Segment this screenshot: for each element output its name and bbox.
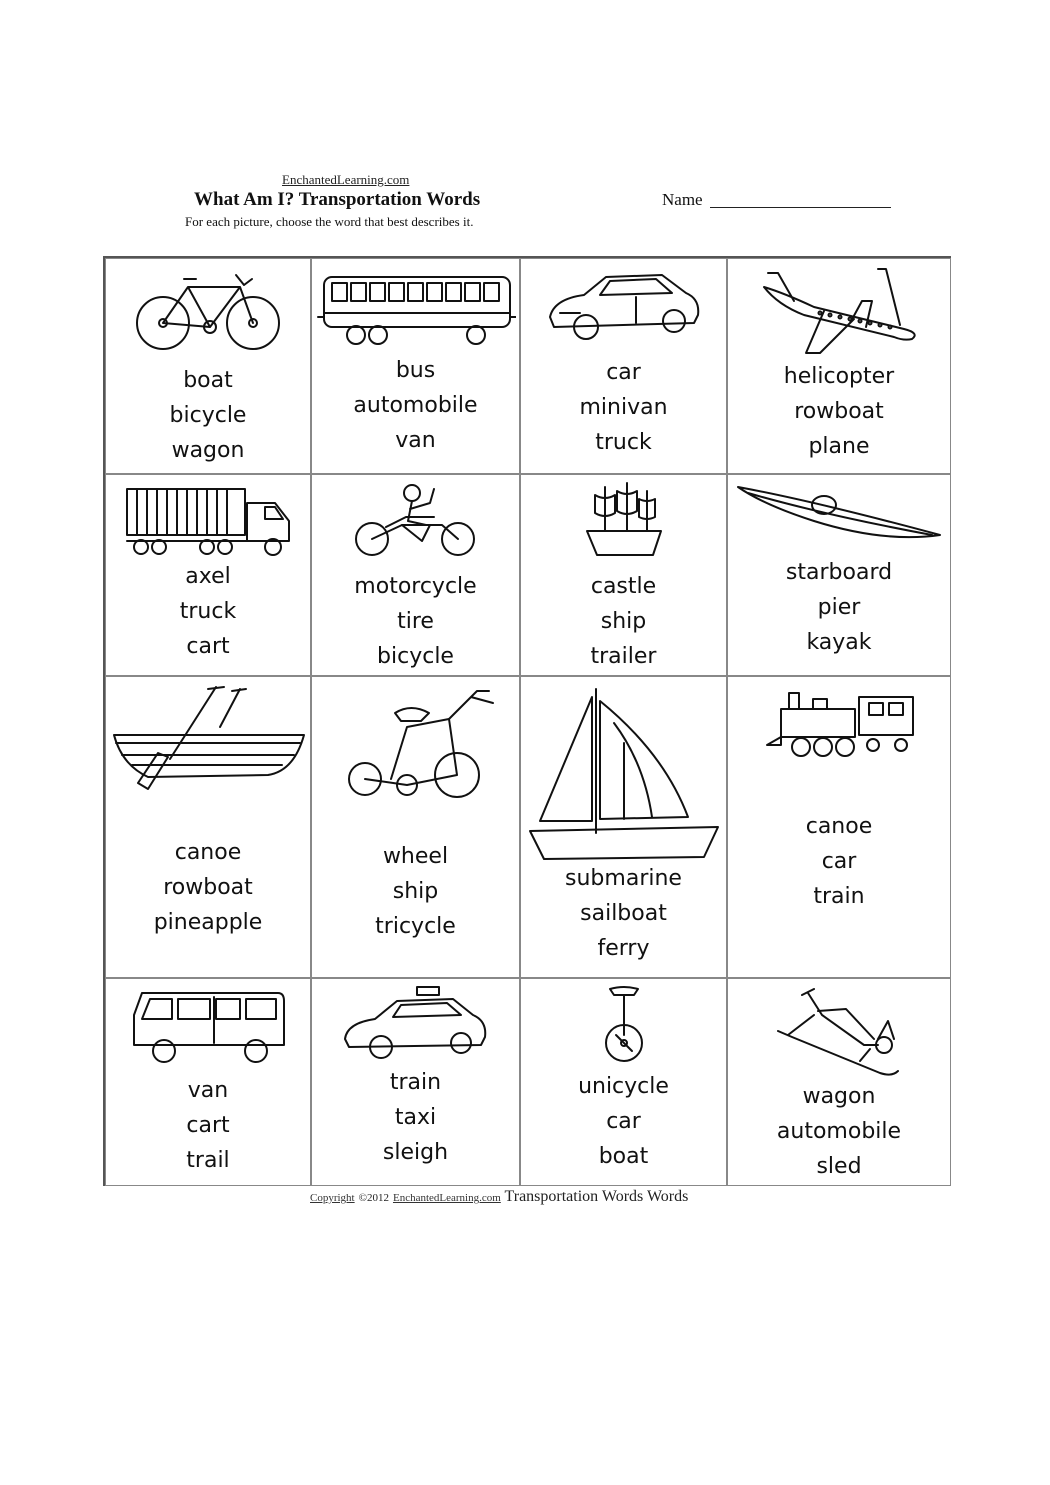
truck-icon xyxy=(106,481,310,561)
word-choice[interactable]: rowboat xyxy=(794,399,884,424)
tricycle-icon xyxy=(312,683,519,803)
word-choices xyxy=(106,835,310,940)
word-choice[interactable]: unicycle xyxy=(578,1074,669,1099)
unicycle-icon xyxy=(521,985,726,1067)
worksheet-cell xyxy=(520,258,727,474)
word-choice[interactable]: taxi xyxy=(394,1105,437,1130)
word-choice[interactable]: wagon xyxy=(802,1084,876,1109)
word-choice[interactable]: bicycle xyxy=(169,403,247,428)
word-choice[interactable]: canoe xyxy=(805,814,873,839)
word-choice[interactable]: pier xyxy=(817,595,861,620)
word-choice[interactable]: starboard xyxy=(785,560,893,585)
word-choice[interactable]: axel xyxy=(185,564,231,589)
word-choices xyxy=(106,559,310,664)
car-icon xyxy=(521,265,726,355)
site-link[interactable]: EnchantedLearning.com xyxy=(282,172,410,187)
word-choice[interactable]: car xyxy=(606,360,641,385)
worksheet-grid xyxy=(103,256,951,1186)
word-choice[interactable]: helicopter xyxy=(783,364,895,389)
word-choices xyxy=(312,839,519,944)
footer-caption: Transportation Words Words xyxy=(504,1188,689,1205)
word-choice[interactable]: tire xyxy=(397,609,434,634)
word-choices xyxy=(521,355,726,460)
worksheet-cell xyxy=(727,676,951,978)
train-icon xyxy=(728,683,950,765)
word-choice[interactable]: minivan xyxy=(579,395,668,420)
word-choice[interactable]: castle xyxy=(590,574,657,599)
word-choice[interactable]: car xyxy=(606,1109,641,1134)
word-choice[interactable]: ferry xyxy=(597,936,650,961)
word-choice[interactable]: cart xyxy=(186,634,230,659)
word-choice[interactable]: trailer xyxy=(590,644,657,669)
word-choice[interactable]: truck xyxy=(179,599,237,624)
kayak-icon xyxy=(728,481,950,551)
name-line[interactable] xyxy=(710,207,891,208)
worksheet-cell xyxy=(105,474,311,676)
worksheet-cell xyxy=(311,676,520,978)
bicycle-icon xyxy=(106,265,310,355)
word-choice[interactable]: truck xyxy=(595,430,652,455)
worksheet-cell xyxy=(520,474,727,676)
worksheet-cell xyxy=(105,676,311,978)
motorcycle-icon xyxy=(312,481,519,561)
worksheet-cell xyxy=(727,474,951,676)
word-choice[interactable]: motorcycle xyxy=(354,574,477,599)
word-choice[interactable]: van xyxy=(395,428,436,453)
word-choice[interactable]: submarine xyxy=(565,866,682,891)
copyright-link[interactable]: Copyright xyxy=(310,1192,355,1204)
word-choices xyxy=(521,861,726,966)
word-choice[interactable]: boat xyxy=(598,1144,649,1169)
word-choice[interactable]: pineapple xyxy=(153,910,263,935)
worksheet-cell xyxy=(727,978,951,1186)
worksheet-cell xyxy=(105,258,311,474)
taxi-icon xyxy=(312,985,519,1067)
word-choice[interactable]: bicycle xyxy=(377,644,454,669)
bus-icon xyxy=(312,265,519,355)
word-choices xyxy=(312,1065,519,1170)
word-choice[interactable]: automobile xyxy=(776,1119,902,1144)
plane-icon xyxy=(728,265,950,360)
footer-site-link[interactable]: EnchantedLearning.com xyxy=(392,1192,501,1204)
word-choice[interactable]: sleigh xyxy=(382,1140,449,1165)
word-choice[interactable]: cart xyxy=(186,1113,230,1138)
word-choice[interactable]: automobile xyxy=(353,393,478,418)
worksheet-cell xyxy=(105,978,311,1186)
word-choice[interactable]: train xyxy=(389,1070,442,1095)
word-choices xyxy=(312,353,519,458)
rowboat-icon xyxy=(106,683,310,803)
word-choice[interactable]: bus xyxy=(395,358,436,383)
word-choice[interactable]: car xyxy=(821,849,857,874)
instructions: For each picture, choose the word that best describes it. xyxy=(185,214,474,229)
word-choice[interactable]: train xyxy=(813,884,865,909)
word-choice[interactable]: ship xyxy=(392,879,439,904)
word-choices xyxy=(106,363,310,468)
word-choice[interactable]: sled xyxy=(816,1154,862,1179)
copyright-year: ©2012 xyxy=(358,1192,389,1204)
sled-icon xyxy=(728,985,950,1080)
word-choice[interactable]: trail xyxy=(186,1148,230,1173)
word-choices xyxy=(521,569,726,674)
worksheet-cell xyxy=(520,676,727,978)
word-choices xyxy=(728,1079,950,1184)
worksheet-cell xyxy=(311,474,520,676)
word-choice[interactable]: van xyxy=(187,1078,229,1103)
worksheet-cell xyxy=(727,258,951,474)
word-choices xyxy=(312,569,519,674)
worksheet-cell xyxy=(311,258,520,474)
word-choice[interactable]: tricycle xyxy=(375,914,456,939)
page-title: What Am I? Transportation Words xyxy=(194,189,481,210)
word-choice[interactable]: kayak xyxy=(806,630,872,655)
word-choice[interactable]: sailboat xyxy=(580,901,667,926)
footer xyxy=(310,1188,688,1206)
word-choices xyxy=(728,555,950,660)
van-icon xyxy=(106,985,310,1067)
word-choice[interactable]: plane xyxy=(808,434,870,459)
worksheet-cell xyxy=(520,978,727,1186)
word-choice[interactable]: wagon xyxy=(171,438,245,463)
word-choices xyxy=(728,359,950,464)
worksheet-cell xyxy=(311,978,520,1186)
word-choices xyxy=(106,1073,310,1178)
word-choice[interactable]: ship xyxy=(600,609,647,634)
word-choice[interactable]: boat xyxy=(183,368,233,393)
name-label: Name xyxy=(662,190,703,209)
word-choice[interactable]: canoe xyxy=(174,840,242,865)
sailboat-icon xyxy=(521,683,726,868)
word-choices xyxy=(521,1069,726,1174)
word-choice[interactable]: wheel xyxy=(382,844,449,869)
word-choices xyxy=(728,809,950,914)
word-choice[interactable]: rowboat xyxy=(163,875,253,900)
ship-icon xyxy=(521,481,726,561)
